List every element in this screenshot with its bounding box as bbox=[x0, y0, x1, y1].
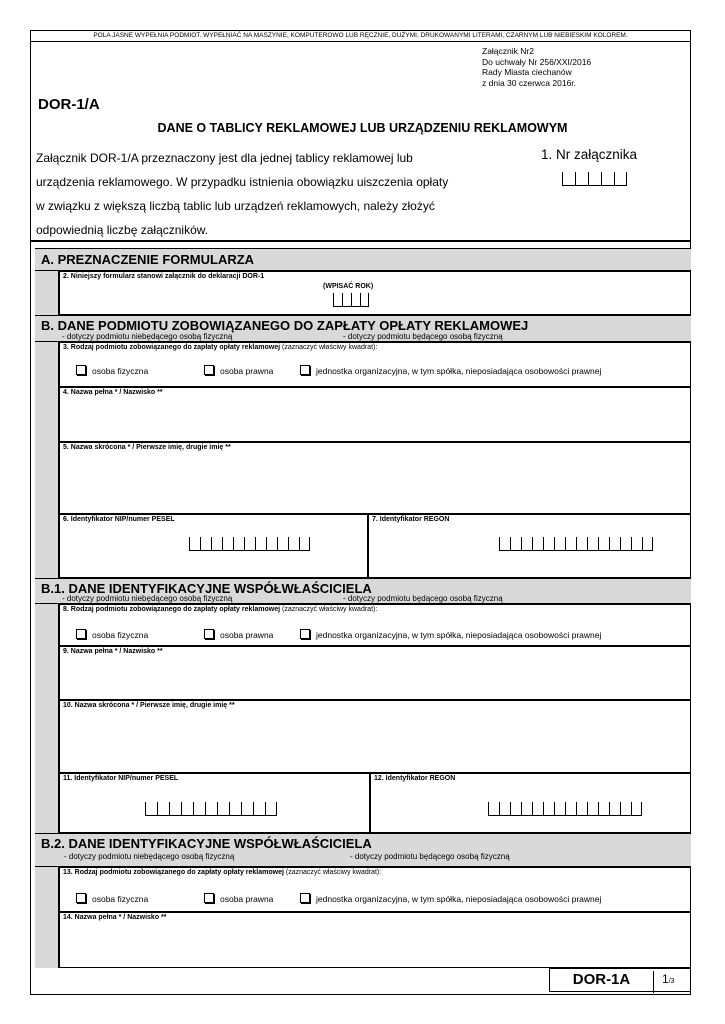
section-a-header bbox=[35, 248, 691, 271]
option-legal-person[interactable] bbox=[204, 629, 273, 640]
option-label: osoba prawna bbox=[220, 366, 274, 376]
field-12-label: 12. Identyfikator REGON bbox=[374, 775, 456, 782]
field-3-label-text: 3. Rodzaj podmiotu zobowiązanego do zapłaty opłaty reklamowej bbox=[63, 344, 281, 351]
section-b2-header bbox=[35, 833, 691, 867]
field-13-hint: (zaznaczyć właściwy kwadrat): bbox=[285, 869, 382, 876]
page-total: /3 bbox=[668, 978, 675, 985]
annex-info bbox=[482, 46, 591, 88]
footer-page-number bbox=[662, 972, 675, 986]
option-natural-person[interactable] bbox=[76, 629, 148, 640]
option-label: osoba fizyczna bbox=[92, 894, 149, 904]
annex-number-input[interactable] bbox=[562, 172, 627, 186]
section-b1-header bbox=[35, 578, 691, 604]
field-6-label: 6. Identyfikator NIP/numer PESEL bbox=[63, 516, 175, 523]
field-12-regon bbox=[370, 773, 691, 833]
field-2-declaration-year bbox=[59, 271, 691, 315]
checkbox-icon[interactable] bbox=[76, 629, 86, 639]
option-label: jednostka organizacyjna, w tym spółka, nieposiadająca osobowości prawnej bbox=[316, 894, 602, 904]
annex-line: Załącznik Nr2 bbox=[482, 46, 534, 56]
annex-number-label: 1. Nr załącznika bbox=[541, 147, 638, 162]
footer-form-code: DOR-1A bbox=[550, 971, 654, 993]
field-10-short-name[interactable] bbox=[59, 700, 691, 773]
field-2-label: 2. Niniejszy formularz stanowi załącznik do deklaracji DOR-1 bbox=[63, 273, 265, 280]
checkbox-icon[interactable] bbox=[204, 893, 214, 903]
annex-line: Rady Miasta ciechanów bbox=[482, 67, 572, 77]
option-label: osoba fizyczna bbox=[92, 366, 149, 376]
option-label: osoba fizyczna bbox=[92, 630, 149, 640]
regon-input[interactable] bbox=[488, 802, 642, 816]
section-b1-note-right: - dotyczy podmiotu będącego osobą fizyczną bbox=[343, 594, 503, 603]
field-3-label bbox=[63, 344, 377, 351]
field-5-short-name[interactable] bbox=[59, 442, 691, 514]
option-natural-person[interactable] bbox=[76, 365, 148, 376]
section-a-title: A. PREZNACZENIE FORMULARZA bbox=[41, 252, 255, 267]
section-b-header bbox=[35, 315, 691, 342]
field-6-nip-pesel bbox=[59, 514, 368, 578]
field-8-label-text: 8. Rodzaj podmiotu zobowiązanego do zapłaty opłaty reklamowej bbox=[63, 606, 281, 613]
option-label: jednostka organizacyjna, w tym spółka, nieposiadająca osobowości prawnej bbox=[316, 630, 602, 640]
checkbox-icon[interactable] bbox=[300, 365, 310, 375]
option-organizational-unit[interactable] bbox=[300, 893, 601, 904]
field-11-nip-pesel bbox=[59, 773, 370, 833]
year-label: (WPISAĆ ROK) bbox=[323, 283, 374, 290]
section-b-note-left: - dotyczy podmiotu niebędącego osobą fizyczną bbox=[62, 332, 233, 341]
section-b2-margin bbox=[35, 867, 59, 968]
section-b2-title: B.2. DANE IDENTYFIKACYJNE WSPÓŁWŁAŚCICIELA bbox=[41, 836, 372, 851]
page-current: 1 bbox=[662, 972, 669, 986]
field-13-label-text: 13. Rodzaj podmiotu zobowiązanego do zapłaty opłaty reklamowej bbox=[63, 869, 284, 876]
field-3-hint: (zaznaczyć właściwy kwadrat): bbox=[281, 344, 378, 351]
option-natural-person[interactable] bbox=[76, 893, 148, 904]
field-13-entity-type bbox=[59, 867, 691, 912]
intro-line: odpowiednią liczbę załączników. bbox=[36, 223, 209, 237]
regon-input[interactable] bbox=[499, 537, 653, 551]
field-8-entity-type bbox=[59, 604, 691, 646]
section-b-margin bbox=[35, 342, 59, 578]
annex-line: z dnia 30 czerwca 2016r. bbox=[482, 77, 577, 88]
year-input[interactable] bbox=[333, 293, 369, 307]
field-7-regon bbox=[368, 514, 691, 578]
checkbox-icon[interactable] bbox=[300, 893, 310, 903]
option-organizational-unit[interactable] bbox=[300, 365, 601, 376]
checkbox-icon[interactable] bbox=[76, 365, 86, 375]
field-4-full-name[interactable] bbox=[59, 387, 691, 442]
field-10-label: 10. Nazwa skrócona * / Pierwsze imię, drugie imię ** bbox=[63, 702, 235, 709]
field-3-entity-type bbox=[59, 342, 691, 387]
field-5-label: 5. Nazwa skrócona * / Pierwsze imię, drugie imię ** bbox=[63, 444, 231, 451]
section-b1-margin bbox=[35, 604, 59, 833]
field-14-full-name[interactable] bbox=[59, 912, 691, 968]
checkbox-icon[interactable] bbox=[300, 629, 310, 639]
annex-line: Do uchwały Nr 256/XXI/2016 bbox=[482, 56, 592, 67]
outer-border-right bbox=[690, 42, 691, 240]
checkbox-icon[interactable] bbox=[204, 365, 214, 375]
intro-line: Załącznik DOR-1/A przeznaczony jest dla jednej tablicy reklamowej lub bbox=[36, 151, 413, 165]
form-heading: DANE O TABLICY REKLAMOWEJ LUB URZĄDZENIU REKLAMOWYM bbox=[157, 121, 568, 135]
checkbox-icon[interactable] bbox=[76, 893, 86, 903]
field-11-label: 11. Identyfikator NIP/numer PESEL bbox=[63, 775, 179, 782]
nip-pesel-input[interactable] bbox=[145, 802, 277, 816]
field-14-label: 14. Nazwa pełna * / Nazwisko ** bbox=[63, 914, 167, 921]
option-label: osoba prawna bbox=[220, 894, 274, 904]
section-b1-note-left: - dotyczy podmiotu niebędącego osobą fizyczną bbox=[62, 594, 233, 603]
checkbox-icon[interactable] bbox=[204, 629, 214, 639]
field-9-full-name[interactable] bbox=[59, 646, 691, 700]
field-9-label: 9. Nazwa pełna * / Nazwisko ** bbox=[63, 648, 163, 655]
outer-border-left bbox=[30, 42, 31, 240]
field-8-hint: (zaznaczyć właściwy kwadrat): bbox=[281, 606, 378, 613]
section-b1-title: B.1. DANE IDENTYFIKACYJNE WSPÓŁWŁAŚCICIELA bbox=[41, 581, 372, 596]
nip-pesel-input[interactable] bbox=[189, 537, 310, 551]
option-label: osoba prawna bbox=[220, 630, 274, 640]
intro-text bbox=[36, 146, 506, 242]
field-7-label: 7. Identyfikator REGON bbox=[372, 516, 450, 523]
option-legal-person[interactable] bbox=[204, 893, 273, 904]
section-b-note-right: - dotyczy podmiotu będącego osobą fizyczną bbox=[343, 332, 503, 341]
field-13-label bbox=[63, 869, 381, 876]
section-b-title: B. DANE PODMIOTU ZOBOWIĄZANEGO DO ZAPŁATY OPŁATY REKLAMOWEJ bbox=[41, 318, 529, 333]
form-code: DOR-1/A bbox=[38, 96, 100, 113]
section-a-margin bbox=[35, 271, 59, 315]
top-instruction-note: POLA JASNE WYPEŁNIA PODMIOT. WYPEŁNIAĆ NA MASZYNIE, KOMPUTEROWO LUB RĘCZNIE, DUŻYMI, DRUKOWANYMI LITERAMI, CZARNYM LUB NIEBIESKIM KOLOREM. bbox=[30, 30, 691, 42]
field-4-label: 4. Nazwa pełna * / Nazwisko ** bbox=[63, 389, 163, 396]
intro-line: urządzenia reklamowego. W przypadku istnienia obowiązku uiszczenia opłaty bbox=[36, 175, 449, 189]
footer-page-box bbox=[549, 968, 691, 992]
option-label: jednostka organizacyjna, w tym spółka, nieposiadająca osobowości prawnej bbox=[316, 366, 602, 376]
option-legal-person[interactable] bbox=[204, 365, 273, 376]
field-8-label bbox=[63, 606, 377, 613]
section-b2-note-left: - dotyczy podmiotu niebędącego osobą fizyczną bbox=[64, 852, 235, 861]
section-b2-note-right: - dotyczy podmiotu będącego osobą fizyczną bbox=[350, 852, 510, 861]
option-organizational-unit[interactable] bbox=[300, 629, 601, 640]
intro-line: w związku z większą liczbą tablic lub urządzeń reklamowych, należy złożyć bbox=[36, 199, 435, 213]
